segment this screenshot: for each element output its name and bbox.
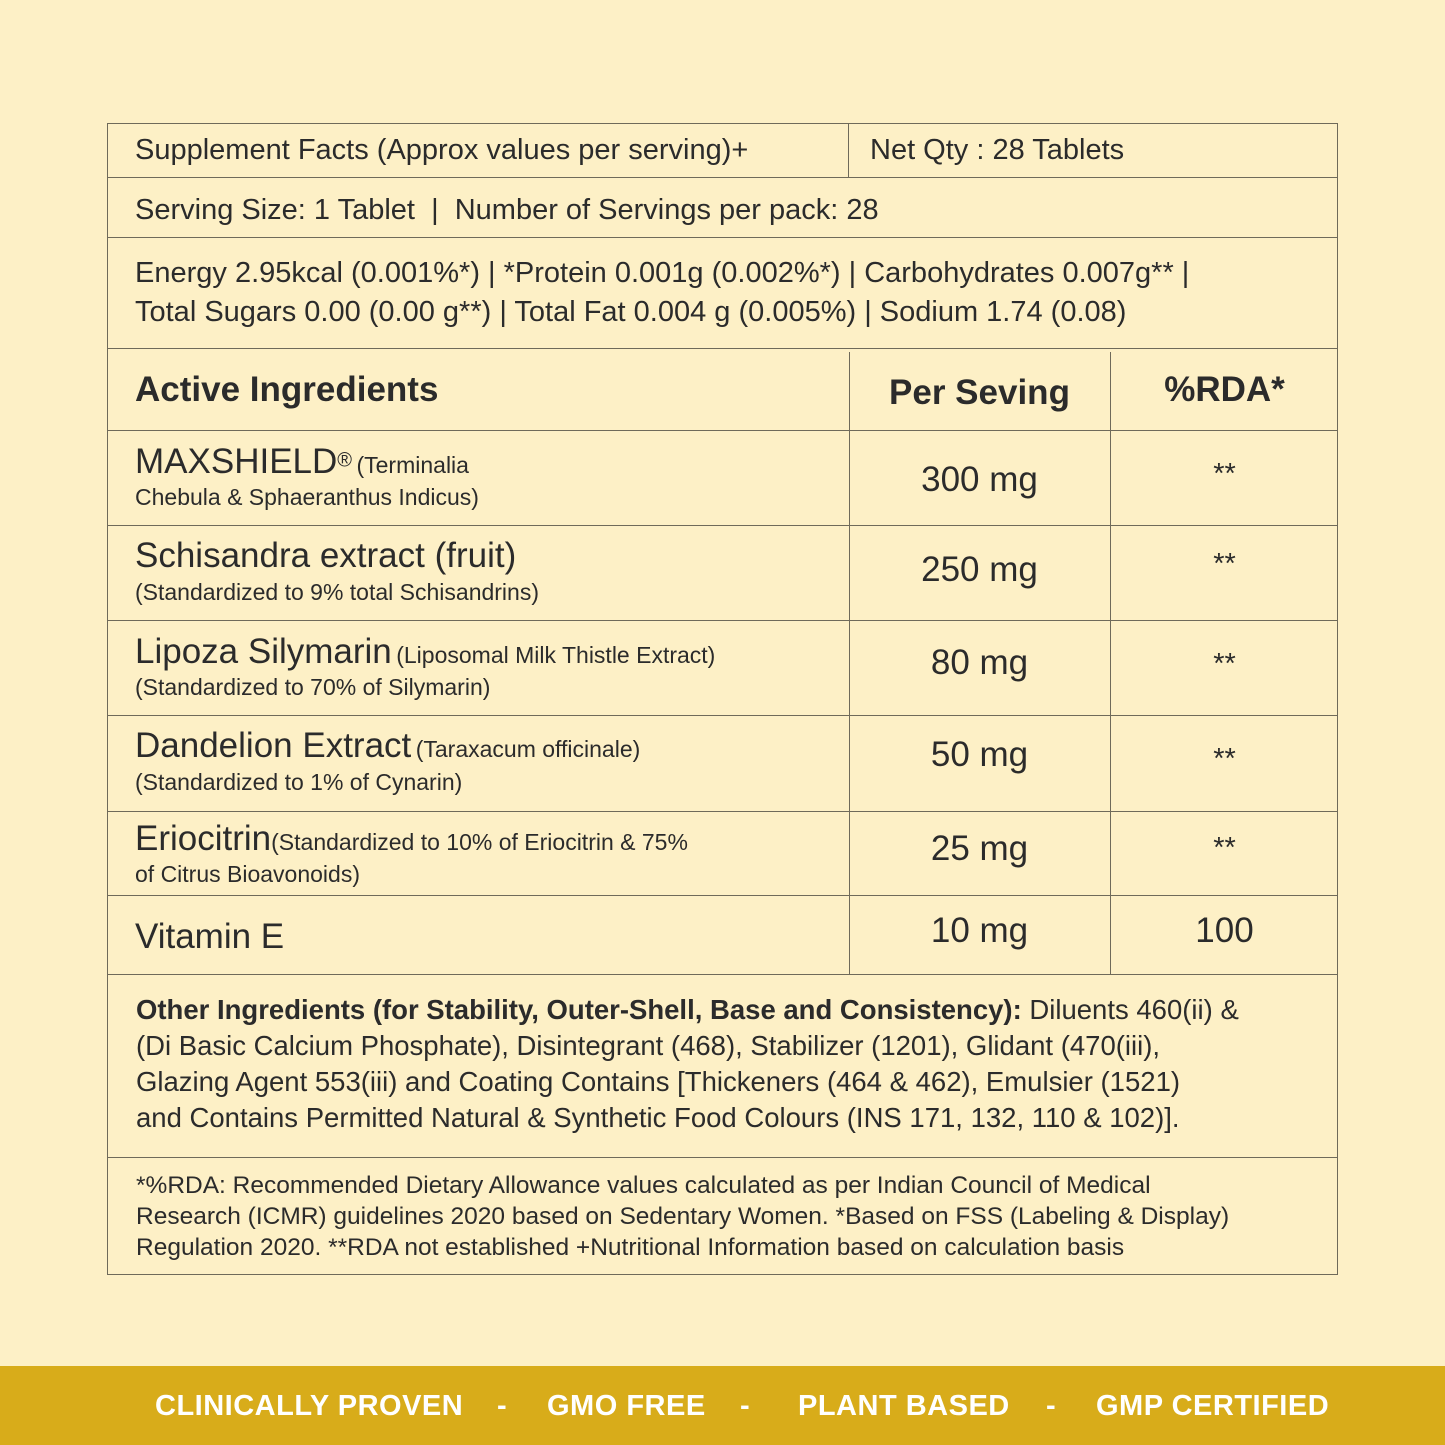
divider	[108, 620, 1337, 621]
divider	[108, 1157, 1337, 1158]
footnote	[136, 1170, 1326, 1263]
table-row	[135, 442, 469, 482]
ingredient-desc-2: Chebula & Sphaeranthus Indicus)	[135, 484, 479, 510]
footnote-line: Regulation 2020. **RDA not established +Nutritional Information based on calculation basis	[136, 1234, 1125, 1261]
ingredient-desc-2: (Standardized to 9% total Schisandrins)	[135, 579, 539, 605]
rda-value: **	[1213, 648, 1236, 680]
ingredient-desc-2: (Standardized to 70% of Silymarin)	[135, 674, 491, 700]
divider	[108, 348, 1337, 349]
rda-value: **	[1213, 458, 1236, 490]
divider	[108, 177, 1337, 178]
other-ingredients-text: Glazing Agent 553(iii) and Coating Contains [Thickeners (464 & 462), Emulsier (1521)	[136, 1066, 1181, 1097]
footnote-line: *%RDA: Recommended Dietary Allowance values calculated as per Indian Council of Medical	[136, 1172, 1151, 1199]
other-ingredients-label: Other Ingredients (for Stability, Outer-Shell, Base and Consistency):	[136, 994, 1022, 1025]
ingredient-name: Dandelion Extract	[135, 726, 412, 765]
amount: 10 mg	[930, 911, 1029, 950]
table-row	[135, 726, 640, 766]
divider	[108, 525, 1337, 526]
amount: 300 mg	[921, 460, 1038, 499]
claim-separator: -	[497, 1390, 508, 1422]
col-header-ingredients: Active Ingredients	[135, 370, 439, 409]
ingredient-name: Lipoza Silymarin	[135, 632, 392, 671]
claim-clinically-proven: CLINICALLY PROVEN	[155, 1390, 464, 1422]
claim-separator: -	[740, 1390, 751, 1422]
serving-info: Serving Size: 1 Tablet | Number of Servings per pack: 28	[135, 194, 879, 226]
amount: 25 mg	[930, 829, 1029, 868]
divider	[108, 974, 1337, 975]
supplement-facts-panel	[107, 123, 1338, 1275]
divider	[108, 895, 1337, 896]
nutrition-line-1: Energy 2.95kcal (0.001%*) | *Protein 0.001g (0.002%*) | Carbohydrates 0.007g** |	[135, 257, 1190, 289]
amount: 50 mg	[930, 735, 1029, 774]
table-row	[135, 632, 715, 672]
table-row	[135, 819, 688, 859]
divider	[108, 811, 1337, 812]
ingredient-desc: (Terminalia	[356, 452, 469, 478]
divider	[108, 237, 1337, 238]
ingredient-desc-2: (Standardized to 1% of Cynarin)	[135, 769, 463, 795]
net-qty: Net Qty : 28 Tablets	[870, 134, 1125, 166]
ingredient-name: Schisandra extract (fruit)	[135, 536, 517, 575]
rda-value: 100	[1195, 911, 1254, 950]
registered-mark: ®	[337, 449, 353, 472]
ingredient-desc: (Taraxacum officinale)	[415, 736, 641, 762]
ingredient-name: Eriocitrin	[135, 819, 272, 858]
ingredient-desc: (Liposomal Milk Thistle Extract)	[396, 642, 716, 668]
ingredient-desc: (Standardized to 10% of Eriocitrin & 75%	[271, 829, 688, 855]
other-ingredients-text: Diluents 460(ii) &	[1021, 994, 1239, 1025]
nutrition-line-2: Total Sugars 0.00 (0.00 g**) | Total Fat 0.004 g (0.005%) | Sodium 1.74 (0.08)	[135, 296, 1127, 328]
divider	[108, 715, 1337, 716]
ingredient-name: MAXSHIELD	[135, 442, 338, 481]
divider	[108, 430, 1337, 431]
footnote-line: Research (ICMR) guidelines 2020 based on Sedentary Women. *Based on FSS (Labeling & Display)	[136, 1203, 1230, 1230]
other-ingredients-text: and Contains Permitted Natural & Synthetic Food Colours (INS 171, 132, 110 & 102)].	[136, 1102, 1180, 1133]
rda-value: **	[1213, 743, 1236, 775]
claim-gmo-free: GMO FREE	[547, 1390, 706, 1422]
ingredient-desc-2: of Citrus Bioavonoids)	[135, 861, 360, 887]
claim-separator: -	[1046, 1390, 1057, 1422]
other-ingredients-text: (Di Basic Calcium Phosphate), Disintegrant (468), Stabilizer (1201), Glidant (470(iii),	[136, 1030, 1161, 1061]
amount: 80 mg	[930, 643, 1029, 682]
header-divider	[848, 124, 849, 178]
claims-bar	[0, 1366, 1445, 1445]
facts-title: Supplement Facts (Approx values per serving)+	[135, 134, 749, 166]
amount: 250 mg	[921, 550, 1038, 589]
col-header-per-serving: Per Seving	[889, 373, 1070, 412]
ingredient-name: Vitamin E	[135, 917, 285, 956]
rda-value: **	[1213, 832, 1236, 864]
rda-value: **	[1213, 548, 1236, 580]
col-header-rda: %RDA*	[1164, 370, 1285, 409]
other-ingredients	[136, 992, 1326, 1136]
claim-plant-based: PLANT BASED	[798, 1390, 1010, 1422]
claim-gmp-certified: GMP CERTIFIED	[1096, 1390, 1330, 1422]
